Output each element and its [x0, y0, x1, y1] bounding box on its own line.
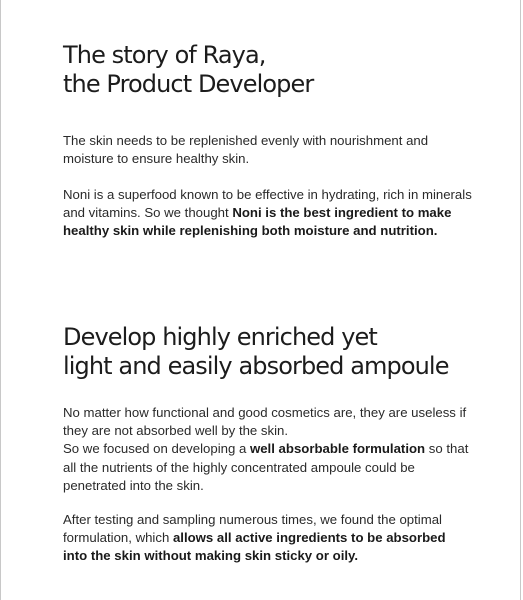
paragraph-text: After testing and sampling numerous times, we found the optimal formulation, which [63, 512, 442, 546]
story-paragraph-2 [63, 186, 473, 241]
paragraph-text: so that all the nutrients of the highly concentrated ampoule could be penetrated into the skin. [63, 441, 469, 493]
section-title-line: the Product Developer [63, 70, 314, 98]
paragraph-bold-text: Noni is the best ingredient to make healthy skin while replenishing both moisture and nutrition. [63, 205, 452, 239]
section-title-line: The story of Raya, [63, 41, 266, 69]
paragraph-text: Noni is a superfood known to be effective in hydrating, rich in minerals and vitamins. So we thought [63, 187, 472, 221]
section-title-line: Develop highly enriched yet [63, 323, 377, 351]
ampoule-paragraph-1 [63, 404, 473, 495]
story-paragraph-1: The skin needs to be replenished evenly with nourishment and moisture to ensure healthy skin. [63, 133, 429, 167]
paragraph-text: No matter how functional and good cosmetics are, they are useless if they are not absorbed well by the skin. [63, 405, 467, 439]
section-title-line: light and easily absorbed ampoule [63, 352, 449, 380]
paragraph-bold-text: well absorbable formulation [249, 441, 426, 457]
paragraph-bold-text: allows all active ingredients to be absorbed into the skin without making skin sticky or oily. [63, 530, 446, 564]
section-title-ampoule [63, 323, 449, 381]
ampoule-paragraph-2 [63, 511, 473, 566]
section-title-story [63, 41, 313, 99]
paragraph-text: So we focused on developing a [63, 441, 250, 457]
